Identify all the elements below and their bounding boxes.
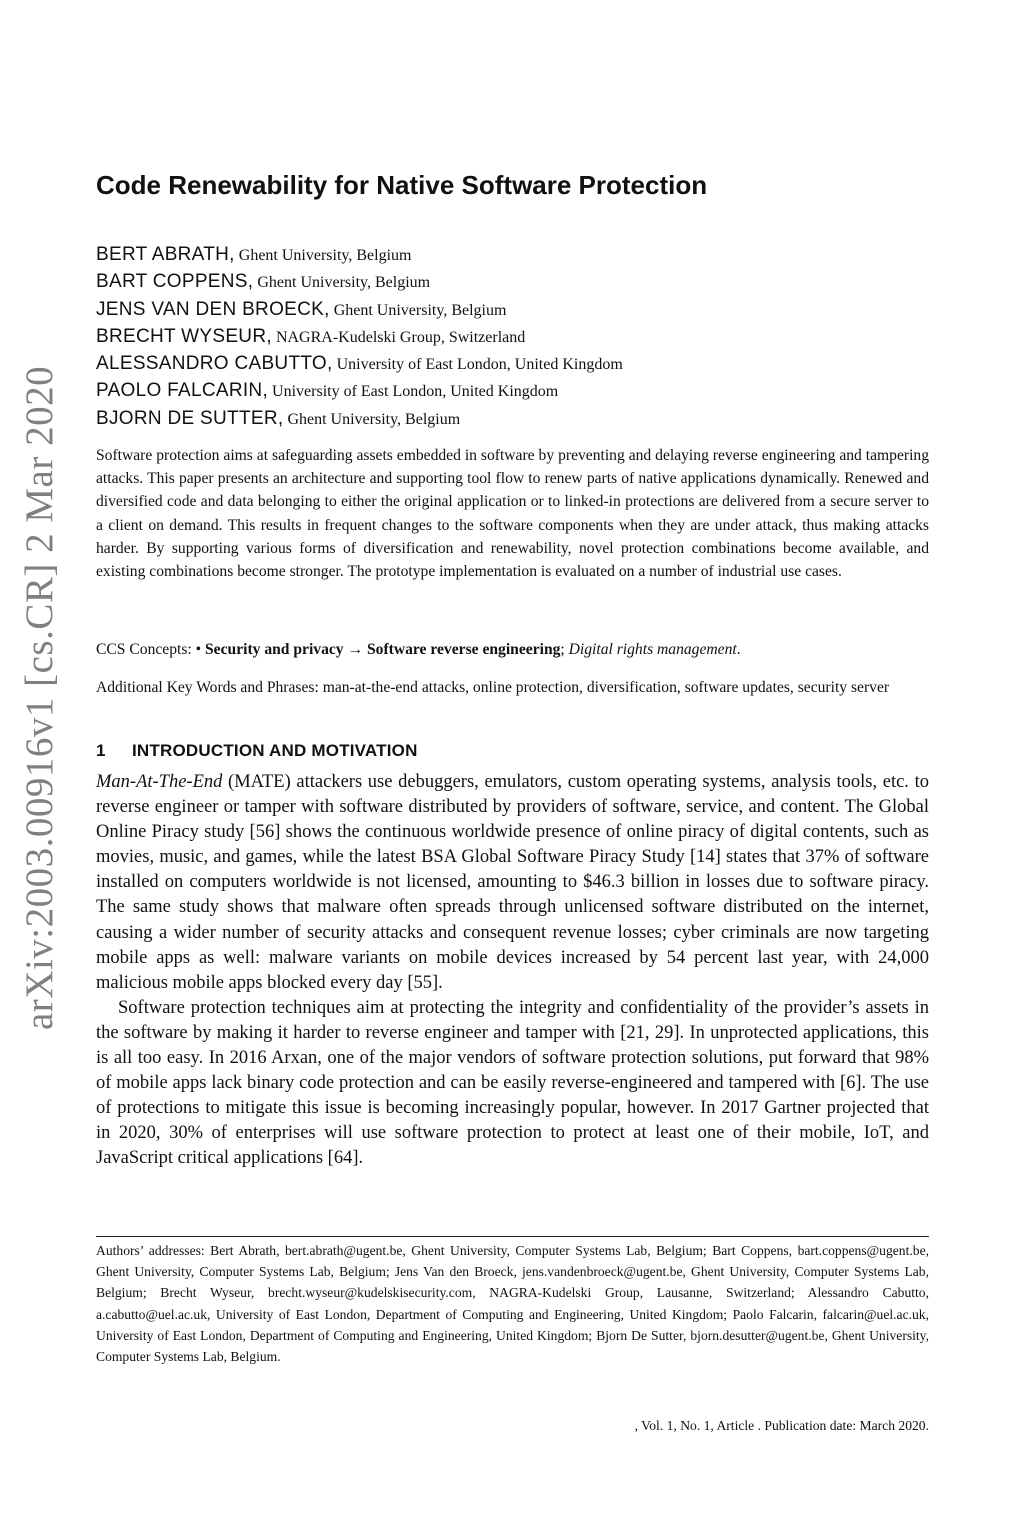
author-name: BRECHT WYSEUR, bbox=[96, 325, 272, 347]
author-entry bbox=[96, 350, 623, 377]
author-affiliation: Ghent University, Belgium bbox=[257, 274, 431, 292]
body-text bbox=[96, 770, 929, 1172]
author-name: BERT ABRATH, bbox=[96, 244, 235, 265]
author-affiliation: University of East London, United Kingdom bbox=[272, 383, 559, 401]
ccs-separator: ; bbox=[560, 641, 569, 658]
ccs-concept-security-privacy: Security and privacy bbox=[205, 641, 344, 658]
author-affiliation: NAGRA-Kudelski Group, Switzerland bbox=[275, 328, 526, 346]
author-name: JENS VAN DEN BROECK, bbox=[96, 298, 330, 320]
ccs-arrow: → bbox=[343, 641, 367, 658]
paper-title: Code Renewability for Native Software Protection bbox=[96, 170, 708, 200]
paragraph-text: (MATE) attackers use debuggers, emulators, custom operating systems, analysis tools, etc. to reverse engineer or tamper with software distributed by providers of software, service, and content. The Global Online Piracy study [56] shows the continuous worldwide presence of online piracy of digital contents, such as movies, music, and games, while the latest BSA Global Software Piracy Study [14] states that 37% of software installed on computers worldwide is not licensed, amounting to $46.3 billion in losses due to software piracy. The same study shows that malware often spreads through unlicensed software distributed on the internet, causing a wider number of security attacks and consequent revenue losses; cyber criminals are now targeting mobile apps as well: malware variants on mobile devices increased by 54 percent last year, with 24,000 malicious mobile apps blocked every day [55]. bbox=[96, 772, 929, 993]
paragraph: Software protection techniques aim at protecting the integrity and confidentiality of the provider’s assets in the software by making it harder to reverse engineer and tamper with [21, 29]. In unprotected applications, this is all too easy. In 2016 Arxan, one of the major vendors of software protection solutions, put forward that 98% of mobile apps lack binary code protection and can be easily reverse-engineered and tampered with [6]. The use of protections to mitigate this issue is becoming increasingly popular, however. In 2017 Gartner projected that in 2020, 30% of enterprises will use software protection to protect at least one of their mobile, IoT, and JavaScript critical applications [64]. bbox=[96, 997, 929, 1169]
author-entry bbox=[96, 296, 623, 323]
author-name: PAOLO FALCARIN, bbox=[96, 380, 269, 402]
keywords: Additional Key Words and Phrases: man-at-the-end attacks, online protection, diversification, software updates, security server bbox=[96, 679, 890, 696]
author-affiliation: Ghent University, Belgium bbox=[287, 410, 461, 428]
ccs-concept-reverse-engineering: Software reverse engineering bbox=[367, 641, 561, 658]
author-list bbox=[96, 241, 623, 432]
authors-addresses-footnote: Authors’ addresses: Bert Abrath, bert.abrath@ugent.be, Ghent University, Computer Systems Lab, Belgium; Bart Coppens, bart.coppens@ugent.be, Ghent University, Computer Systems Lab, Belgium; Jens Van den Broeck, jens.vandenbroeck@ugent.be, Ghent University, Computer Systems Lab, Belgium; Brecht Wyseur, brecht.wyseur@kudelskisecurity.com, NAGRA-Kudelski Group, Lausanne, Switzerland; Alessandro Cabutto, a.cabutto@uel.ac.uk, University of East London, Department of Computing and Engineering, United Kingdom; Paolo Falcarin, falcarin@uel.ac.uk, University of East London, Department of Computing and Engineering, United Kingdom; Bjorn De Sutter, bjorn.desutter@ugent.be, Ghent University, Computer Systems Lab, Belgium. bbox=[96, 1243, 929, 1365]
author-name: BART COPPENS, bbox=[96, 271, 254, 293]
section-heading bbox=[96, 741, 418, 761]
arxiv-identifier-stamp: arXiv:2003.00916v1 [cs.CR] 2 Mar 2020 bbox=[18, 365, 61, 1030]
publication-footer: , Vol. 1, No. 1, Article . Publication date: March 2020. bbox=[634, 1418, 929, 1433]
author-entry bbox=[96, 268, 623, 295]
ccs-concept-drm: Digital rights management bbox=[568, 641, 737, 658]
author-name: ALESSANDRO CABUTTO, bbox=[96, 353, 333, 375]
ccs-label: CCS Concepts: • bbox=[96, 641, 205, 658]
author-entry bbox=[96, 377, 623, 404]
ccs-end: . bbox=[736, 641, 741, 658]
paragraph-lead-term: Man-At-The-End bbox=[96, 772, 223, 792]
section-number: 1 bbox=[96, 741, 106, 760]
author-entry bbox=[96, 323, 623, 350]
author-entry bbox=[96, 405, 623, 432]
section-title: INTRODUCTION AND MOTIVATION bbox=[132, 741, 418, 760]
author-affiliation: Ghent University, Belgium bbox=[238, 247, 412, 264]
ccs-concepts bbox=[96, 639, 929, 661]
paragraph bbox=[96, 770, 929, 996]
author-entry bbox=[96, 241, 623, 268]
abstract: Software protection aims at safeguarding assets embedded in software by preventing and delaying reverse engineering and tampering attacks. This paper presents an architecture and supporting tool flow to renew parts of native applications dynamically. Renewed and diversified code and data belonging to either the original application or to linked-in protections are delivered from a secure server to a client on demand. This results in frequent changes to the software components when they are under attack, thus making attacks harder. By supporting various forms of diversification and renewability, novel protection combinations become available, and existing combinations become stronger. The prototype implementation is evaluated on a number of industrial use cases. bbox=[96, 447, 929, 581]
footnote-divider bbox=[96, 1236, 929, 1237]
author-affiliation: University of East London, United Kingdom bbox=[336, 356, 623, 374]
author-affiliation: Ghent University, Belgium bbox=[333, 301, 507, 319]
author-name: BJORN DE SUTTER, bbox=[96, 407, 284, 429]
